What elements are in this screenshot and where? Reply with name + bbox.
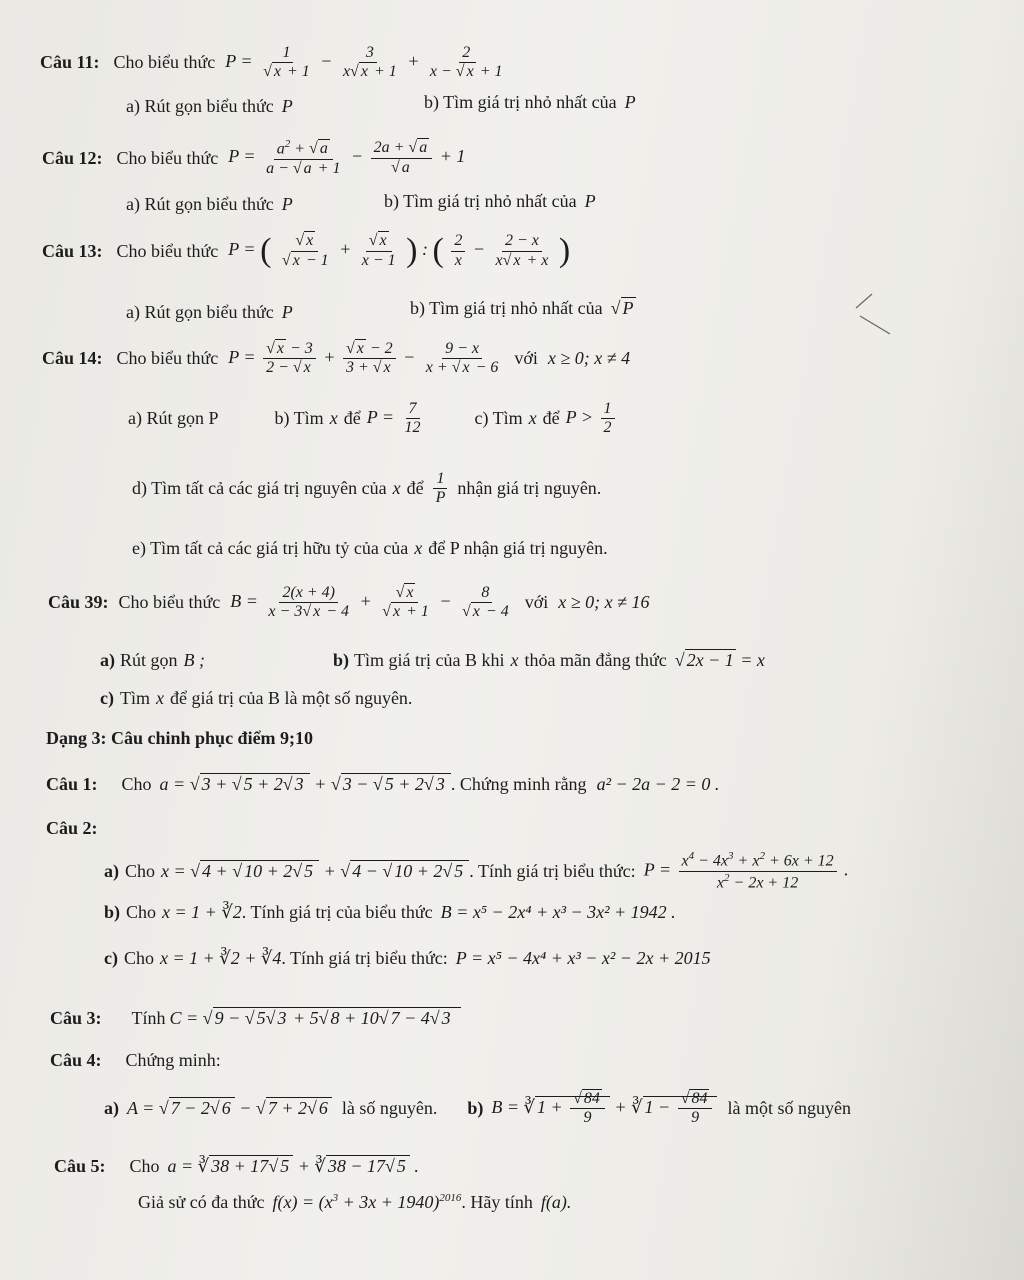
part-b-label: b) [333, 650, 350, 670]
question-intro: Cho biểu thức [116, 147, 219, 168]
question-intro: Cho biểu thức [116, 240, 219, 261]
part-b-text: Cho [126, 902, 157, 922]
part-a-text: a) Rút gọn biểu thức [126, 302, 274, 322]
part-a-var: B ; [183, 650, 206, 670]
problem-intro: Tính [131, 1008, 166, 1028]
part-b-label: b) [104, 902, 121, 922]
question-label: Câu 11: [40, 52, 100, 73]
part-b-text: b) Tìm giá trị nhỏ nhất của [410, 298, 603, 318]
part-b-text: b) Tìm giá trị nhỏ nhất của [384, 191, 577, 211]
condition-word: với [524, 592, 549, 613]
question-label: Câu 12: [42, 147, 103, 168]
part-b-de: để [343, 408, 361, 429]
part-a-text: a) Rút gọn P [128, 408, 219, 429]
problem-label: Câu 3: [50, 1008, 102, 1028]
problem-intro: Cho [129, 1156, 160, 1176]
part-e-tail: để P nhận giá trị nguyên. [428, 538, 608, 558]
part-c-label: c) [100, 688, 114, 708]
part-b-label: b) [467, 1098, 484, 1119]
q39-parts-ab: a) Rút gọn B ; b) Tìm giá trị của B khi x thỏa mãn đẳng thức √ 2x − 1 = x [100, 650, 765, 671]
q13-part-b: b) Tìm giá trị nhỏ nhất của √ P [410, 298, 636, 319]
q39-part-c: c) Tìm x để giá trị của B là một số nguyên. [100, 688, 413, 708]
part-b-text: b) Tìm giá trị nhỏ nhất của [424, 92, 617, 112]
question-39 [48, 584, 649, 622]
problem-2-part-a: a) Cho x = √ 4 + √ 10 + 2√ 5 + √ 4 − √ 10 + 2√ 5 . Tính giá trị biểu thức: P = $\frac{x^4 - 4x^3 + x^2 + 6x + 12}{x^2 - 2x + 12}$ . [104, 850, 849, 892]
question-label: Câu 14: [42, 348, 103, 369]
part-b-text: b) Tìm [274, 408, 324, 429]
problem-label: Câu 1: [46, 774, 98, 794]
part-b-tail: . Tính giá trị của biểu thức [241, 902, 433, 922]
expression: P = ( √ x √ x − 1 + √ $\frac{x}{x - 1}$ ) : ( $\frac{2}{x}$ − $\frac{2 - x}{x√ x + x}$ ) [228, 232, 570, 270]
part-a-text: a) Rút gọn biểu thức [126, 194, 274, 214]
q14-part-e: e) Tìm tất cả các giá trị hữu tỷ của của x để P nhận giá trị nguyên. [132, 538, 608, 558]
q12-part-b: b) Tìm giá trị nhỏ nhất của P [384, 191, 596, 211]
part-c-de: để [542, 408, 560, 429]
part-b-text: Tìm giá trị của B khi [354, 650, 505, 670]
part-b-tail: là một số nguyên [727, 1098, 851, 1119]
problem-5-text: Giả sử có đa thức [138, 1192, 265, 1212]
part-a-text: Cho [125, 860, 156, 881]
part-a-text: a) Rút gọn biểu thức [126, 96, 274, 116]
problem-2 [46, 818, 98, 839]
problem-3: Câu 3: Tính C = √ 9 − √ 5√ 3 + 5√ 8 + 10√ 7 − 4√ 3 [50, 1008, 461, 1029]
problem-2-part-c: c) Cho x = 1 + ∛2 + ∛4 . Tính giá trị biểu thức: P = x⁵ − 4x⁴ + x³ − x² − 2x + 2015 [104, 948, 711, 968]
problem-label: Câu 4: [50, 1050, 102, 1070]
part-c-tail: để giá trị của B là một số nguyên. [169, 688, 413, 708]
problem-4-parts: a) A = √ 7 − 2√ 6 − √ 7 + 2√ 6 là số nguyên. b) B = ∛ 1 + √ $\frac{84}{9}$ + ∛ 1 − √ $\frac{84}{9}$ là một số nguyên [104, 1090, 851, 1128]
problem-5-line-2: Giả sử có đa thức $f(x) = (x^3 + 3x + 1940)^{2016}$ . Hãy tính f(a). [138, 1192, 572, 1212]
section-heading: Dạng 3: Câu chinh phục điểm 9;10 [46, 728, 314, 748]
question-12 [42, 138, 465, 178]
pencil-mark-icon [850, 290, 900, 340]
part-a-label: a) [104, 860, 119, 881]
condition-word: với [514, 348, 538, 369]
problem-label: Câu 5: [54, 1156, 106, 1176]
problem-2-part-b: b) Cho x = 1 + ∛2 . Tính giá trị của biểu thức B = x⁵ − 2x⁴ + x³ − 3x² + 1942 . [104, 902, 676, 922]
part-c-label: c) [104, 948, 118, 968]
part-c-tail: . Tính giá trị biểu thức: [281, 948, 448, 968]
question-intro: Cho biểu thức [118, 592, 221, 613]
problem-5-tail: . Hãy tính [461, 1192, 533, 1212]
question-14 [42, 340, 630, 378]
condition: x ≥ 0; x ≠ 16 [558, 592, 650, 613]
part-c-text: c) Tìm [474, 408, 523, 429]
expression: P = $\frac{a^2 + √ a}{a - √ a + 1}$ − 2a + √ a √ a + 1 [228, 138, 465, 178]
part-c-expression: P = x⁵ − 4x⁴ + x³ − x² − 2x + 2015 [455, 948, 711, 968]
part-a-text: Rút gọn [120, 650, 178, 670]
part-a-tail: là số nguyên. [341, 1098, 438, 1119]
problem-intro: Chứng minh: [125, 1050, 221, 1070]
part-d-de: để [406, 478, 424, 499]
question-11 [40, 44, 508, 82]
question-label: Câu 13: [42, 240, 103, 261]
q11-part-b: b) Tìm giá trị nhỏ nhất của P [424, 92, 636, 112]
problem-1: Câu 1: Cho a = √ 3 + √ 5 + 2√ 3 + √ 3 − √ 5 + 2√ 3 . Chứng minh rằng a² − 2a − 2 = 0 . [46, 774, 719, 795]
q12-part-a: a) Rút gọn biểu thức P [126, 194, 293, 214]
problem-intro: Cho [121, 774, 152, 794]
part-e-text: e) Tìm tất cả các giá trị hữu tỷ của của [132, 538, 409, 558]
part-a-label: a) [104, 1098, 119, 1119]
problem-equation: a² − 2a − 2 = 0 . [596, 774, 720, 794]
part-b-tail: thỏa mãn đẳng thức [524, 650, 667, 670]
part-b-expression: B = x⁵ − 2x⁴ + x³ − 3x² + 1942 . [440, 902, 676, 922]
part-a-tail: . Tính giá trị biểu thức: [469, 860, 636, 881]
question-label: Câu 39: [48, 592, 109, 613]
question-13 [42, 232, 570, 270]
part-c-text: Cho [123, 948, 154, 968]
expression: P = 1 √ x + 1 − $\frac{3}{x√ x + 1}$ + $\frac{2}{x - √ x + 1}$ [225, 44, 508, 82]
q14-part-d: d) Tìm tất cả các giá trị nguyên của x để $\frac{1}{P}$ nhận giá trị nguyên. [132, 470, 602, 507]
problem-label: Câu 2: [46, 818, 98, 838]
part-d-tail: nhận giá trị nguyên. [457, 478, 602, 499]
q13-part-a: a) Rút gọn biểu thức P [126, 302, 293, 322]
part-c-text: Tìm [119, 688, 150, 708]
problem-4 [50, 1050, 221, 1071]
part-d-text: d) Tìm tất cả các giá trị nguyên của [132, 478, 387, 499]
problem-5: Câu 5: Cho a = ∛ 38 + 17√ 5 + ∛ 38 − 17√ 5 . [54, 1156, 419, 1177]
problem-tail: . Chứng minh rằng [450, 774, 587, 794]
question-intro: Cho biểu thức [116, 348, 219, 369]
part-a-label: a) [100, 650, 115, 670]
q14-parts-abc: a) Rút gọn P b) Tìm x để P = $\frac{7}{12}$ c) Tìm x để P > $\frac{1}{2}$ [128, 400, 618, 438]
expression: P = √ $\frac{x - 3}{2 - √ x}$ + √ $\frac{x - 2}{3 + √ x}$ − $\frac{9 - x}{x + √ x - 6}$ [228, 340, 504, 378]
q11-part-a: a) Rút gọn biểu thức P [126, 96, 293, 116]
condition: x ≥ 0; x ≠ 4 [547, 348, 631, 369]
expression: B = $\frac{2(x + 4)}{x - 3√ x - 4}$ + √ x √ x + 1 − 8 √ x − 4 [230, 584, 514, 622]
question-intro: Cho biểu thức [113, 52, 216, 73]
